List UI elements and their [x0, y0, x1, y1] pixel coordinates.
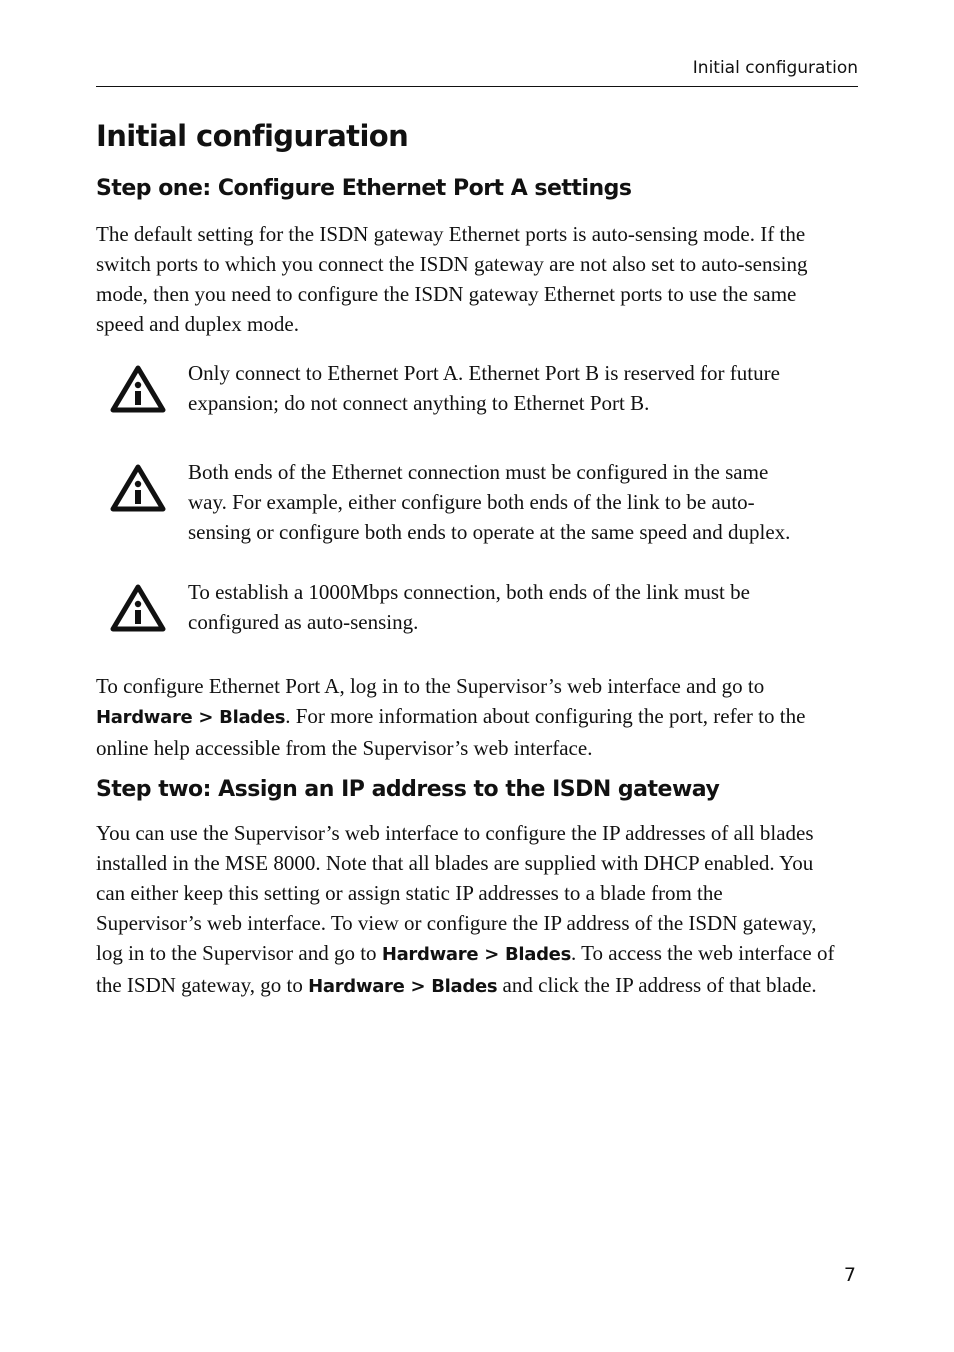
- running-header: Initial configuration: [692, 58, 858, 78]
- document-page: [96, 0, 858, 1352]
- warning-info-icon: [110, 364, 166, 414]
- config-line-3: online help accessible from the Supervisor’s web interface.: [96, 736, 593, 760]
- ip-line-1: You can use the Supervisor’s web interface to configure the IP addresses of all blades: [96, 821, 814, 845]
- intro-line-3: mode, then you need to configure the ISDN gateway Ethernet ports to use the same: [96, 282, 797, 306]
- warning-info-icon: [110, 583, 166, 633]
- config-paragraph: [96, 671, 858, 763]
- note-line: Only connect to Ethernet Port A. Ethernet Port B is reserved for future: [188, 361, 780, 385]
- ip-line-5-pre: log in to the Supervisor and go to: [96, 941, 382, 965]
- header-rule: [96, 86, 858, 87]
- ip-line-4: Supervisor’s web interface. To view or configure the IP address of the ISDN gateway,: [96, 911, 817, 935]
- note-text: [188, 577, 858, 637]
- intro-line-4: speed and duplex mode.: [96, 312, 299, 336]
- config-line-2: . For more information about configuring the port, refer to the: [285, 704, 806, 728]
- menu-path-hardware-blades: Hardware > Blades: [381, 944, 572, 965]
- ip-line-2: installed in the MSE 8000. Note that all blades are supplied with DHCP enabled. You: [96, 851, 814, 875]
- ip-line-6-pre: the ISDN gateway, go to: [96, 973, 309, 997]
- ip-line-5-post: . To access the web interface of: [571, 941, 835, 965]
- ip-line-6-post: and click the IP address of that blade.: [497, 973, 817, 997]
- intro-paragraph: [96, 219, 858, 339]
- note-line: To establish a 1000Mbps connection, both ends of the link must be: [188, 580, 750, 604]
- intro-line-1: The default setting for the ISDN gateway Ethernet ports is auto-sensing mode. If the: [96, 222, 806, 246]
- ip-line-3: can either keep this setting or assign static IP addresses to a blade from the: [96, 881, 723, 905]
- note-line: configured as auto-sensing.: [188, 610, 419, 634]
- note-line: Both ends of the Ethernet connection must be configured in the same: [188, 460, 769, 484]
- note-line: expansion; do not connect anything to Ethernet Port B.: [188, 391, 650, 415]
- menu-path-hardware-blades: Hardware > Blades: [96, 707, 286, 728]
- page-title: Initial configuration: [96, 119, 409, 153]
- note-text: [188, 457, 858, 547]
- page-number: 7: [843, 1264, 856, 1286]
- section-heading-step-one: Step one: Configure Ethernet Port A settings: [96, 176, 632, 201]
- note-text: [188, 358, 858, 418]
- section-heading-step-two: Step two: Assign an IP address to the ISDN gateway: [96, 777, 720, 802]
- menu-path-hardware-blades: Hardware > Blades: [308, 976, 498, 997]
- intro-line-2: switch ports to which you connect the ISDN gateway are not also set to auto-sensing: [96, 252, 808, 276]
- config-line-1: To configure Ethernet Port A, log in to the Supervisor’s web interface and go to: [96, 674, 765, 698]
- ip-paragraph: [96, 818, 858, 1002]
- warning-info-icon: [110, 463, 166, 513]
- note-line: way. For example, either configure both ends of the link to be auto-: [188, 490, 755, 514]
- note-line: sensing or configure both ends to operate at the same speed and duplex.: [188, 520, 791, 544]
